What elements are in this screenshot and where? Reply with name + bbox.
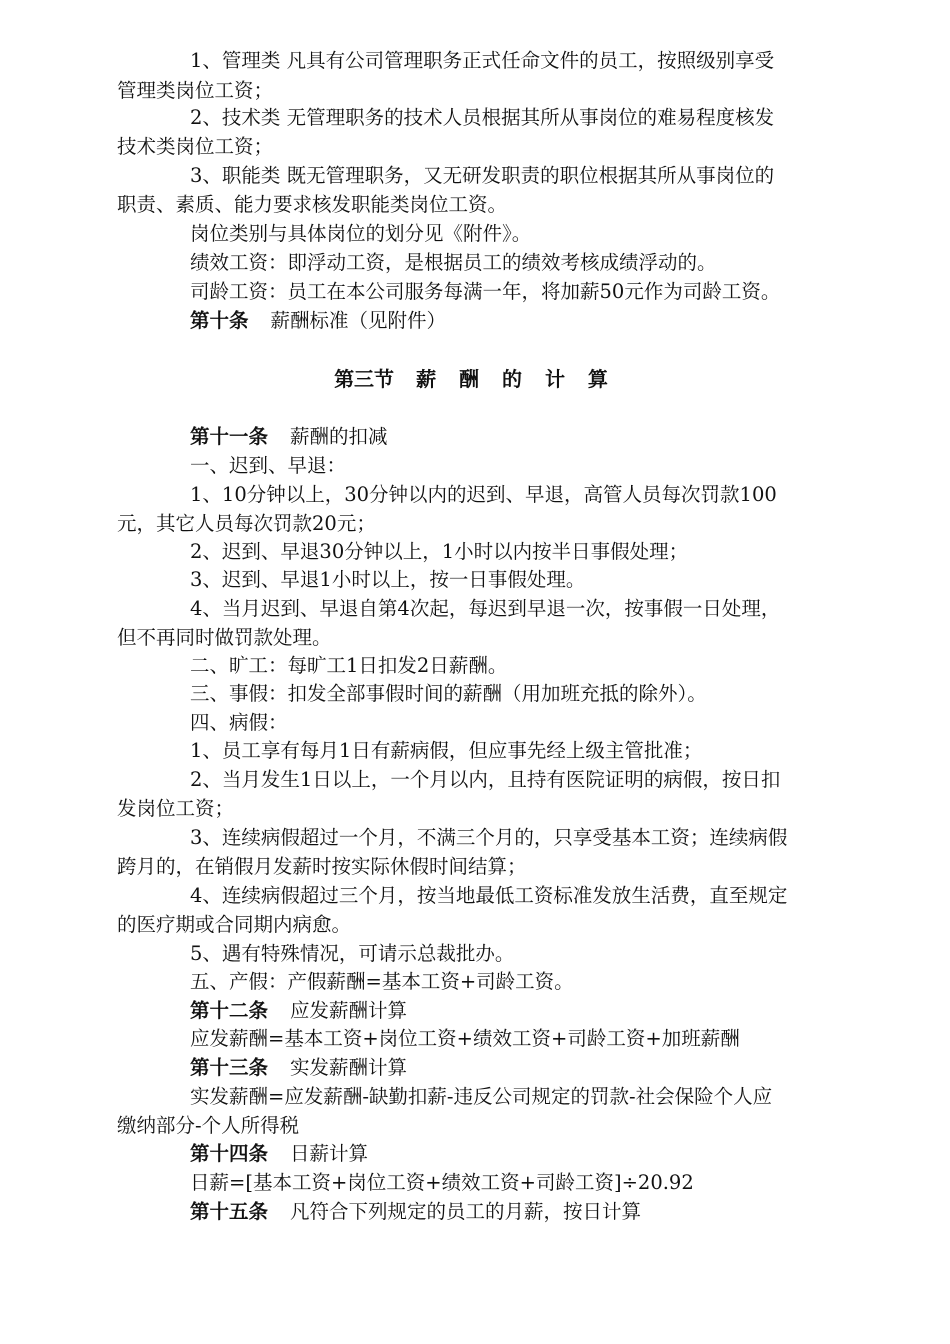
article-14 (190, 1140, 368, 1168)
text-line: 2、迟到、早退30分钟以上，1小时以内按半日事假处理； (190, 540, 689, 563)
text-line: 的医疗期或合同期内病愈。 (117, 913, 352, 936)
text-line: 2、技术类 无管理职务的技术人员根据其所从事岗位的难易程度核发 (190, 106, 775, 129)
article-label: 第十四条 (190, 1142, 269, 1165)
article-title: 凡符合下列规定的员工的月薪，按日计算 (290, 1200, 642, 1223)
text-line: 二、旷工：每旷工1日扣发2日薪酬。 (190, 654, 508, 677)
text-line: 1、管理类 凡具有公司管理职务正式任命文件的员工，按照级别享受 (190, 49, 775, 72)
article-12 (190, 997, 407, 1025)
article-label: 第十三条 (190, 1056, 269, 1079)
text-line: 1、员工享有每月1日有薪病假，但应事先经上级主管批准； (190, 739, 703, 762)
section-title: 薪 酬 的 计 算 (416, 367, 616, 391)
section-heading (0, 365, 950, 393)
formula-net-salary-line2: 缴纳部分-个人所得税 (117, 1114, 300, 1137)
text-line: 管理类岗位工资； (117, 79, 274, 102)
text-line: 1、10分钟以上，30分钟以内的迟到、早退，高管人员每次罚款100 (190, 483, 777, 506)
text-line: 4、当月迟到、早退自第4次起，每迟到早退一次，按事假一日处理， (190, 597, 781, 620)
article-title: 薪酬的扣减 (290, 425, 388, 448)
text-line: 元，其它人员每次罚款20元； (117, 512, 376, 535)
article-label: 第十一条 (190, 425, 269, 448)
text-line: 五、产假：产假薪酬=基本工资+司龄工资。 (190, 970, 574, 993)
text-line: 绩效工资：即浮动工资，是根据员工的绩效考核成绩浮动的。 (190, 251, 717, 274)
text-line: 3、连续病假超过一个月，不满三个月的，只享受基本工资；连续病假 (190, 826, 788, 849)
formula-payable-salary: 应发薪酬=基本工资+岗位工资+绩效工资+司龄工资+加班薪酬 (190, 1027, 740, 1050)
article-title: 薪酬标准（见附件） (270, 309, 447, 332)
article-label: 第十五条 (190, 1200, 269, 1223)
formula-net-salary-line1: 实发薪酬=应发薪酬-缺勤扣薪-违反公司规定的罚款-社会保险个人应 (190, 1085, 773, 1108)
text-line: 4、连续病假超过三个月，按当地最低工资标准发放生活费，直至规定 (190, 884, 788, 907)
article-label: 第十二条 (190, 999, 269, 1022)
text-line: 发岗位工资； (117, 797, 235, 820)
text-line: 司龄工资：员工在本公司服务每满一年，将加薪50元作为司龄工资。 (190, 280, 781, 303)
text-line: 5、遇有特殊情况，可请示总裁批办。 (190, 942, 515, 965)
text-line: 职责、素质、能力要求核发职能类岗位工资。 (117, 193, 508, 216)
text-line: 一、迟到、早退： (190, 454, 347, 477)
text-line: 2、当月发生1日以上，一个月以内，且持有医院证明的病假，按日扣 (190, 768, 781, 791)
text-line: 技术类岗位工资； (117, 135, 274, 158)
text-line: 3、迟到、早退1小时以上，按一日事假处理。 (190, 568, 586, 591)
text-line: 三、事假：扣发全部事假时间的薪酬（用加班充抵的除外）。 (190, 682, 707, 705)
article-label: 第十条 (190, 309, 249, 332)
text-line: 岗位类别与具体岗位的划分见《附件》。 (190, 222, 532, 245)
text-line: 但不再同时做罚款处理。 (117, 626, 332, 649)
article-title: 实发薪酬计算 (290, 1056, 408, 1079)
article-10 (190, 307, 446, 335)
text-line: 3、职能类 既无管理职务，又无研发职责的职位根据其所从事岗位的 (190, 164, 775, 187)
article-title: 应发薪酬计算 (290, 999, 408, 1022)
article-15 (190, 1198, 641, 1226)
section-number: 第三节 (334, 367, 395, 391)
article-11 (190, 423, 388, 451)
text-line: 四、病假： (190, 711, 288, 734)
text-line: 跨月的，在销假月发薪时按实际休假时间结算； (117, 855, 527, 878)
article-13 (190, 1054, 407, 1082)
article-title: 日薪计算 (290, 1142, 369, 1165)
formula-daily-salary: 日薪=[基本工资+岗位工资+绩效工资+司龄工资]÷20.92 (190, 1171, 694, 1194)
